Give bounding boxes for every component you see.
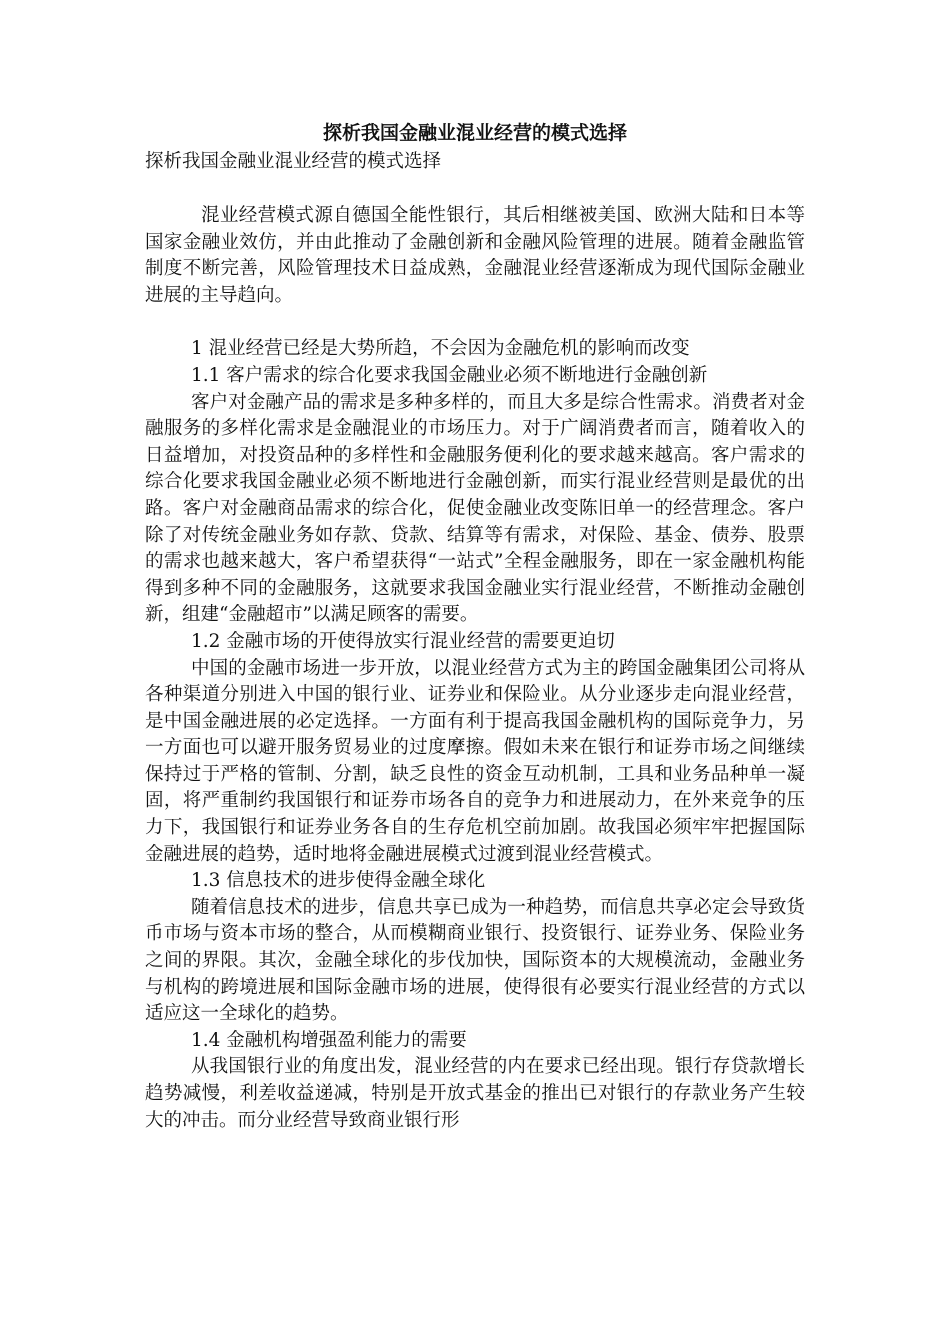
section-1-2-body: 中国的金融市场进一步开放，以混业经营方式为主的跨国金融集团公司将从各种渠道分别进入中国的银行业、证券业和保险业。从分业逐步走向混业经营，是中国金融进展的必定选择。一方面有利于提高我国金融机构的国际竞争力，另一方面也可以避开服务贸易业的过度摩擦。假如未来在银行和证券市场之间继续保持过于严格的管制、分割，缺乏良性的资金互动机制，工具和业务品种单一凝固，将严重制约我国银行和证券市场各自的竞争力和进展动力，在外来竞争的压力下，我国银行和证券业务各自的生存危机空前加剧。故我国必须牢牢把握国际金融进展的趋势，适时地将金融进展模式过渡到混业经营模式。 — [145, 657, 805, 865]
blank-line — [145, 309, 805, 336]
section-1-4-heading: 1.4 金融机构增强盈利能力的需要 — [191, 1029, 467, 1051]
section-1-1-body: 客户对金融产品的需求是多种多样的，而且大多是综合性需求。消费者对金融服务的多样化需求是金融混业的市场压力。对于广阔消费者而言，随着收入的日益增加，对投资品种的多样性和金融服务便利化的要求越来越高。客户需求的综合化要求我国金融业必须不断地进行金融创新，而实行混业经营则是最优的出路。客户对金融商品需求的综合化，促使金融业改变陈旧单一的经营理念。客户除了对传统金融业务如存款、贷款、结算等有需求，对保险、基金、债券、股票的需求也越来越大，客户希望获得“一站式”全程金融服务，即在一家金融机构能得到多种不同的金融服务，这就要求我国金融业实行混业经营，不断推动金融创新，组建“金融超市”以满足顾客的需要。 — [145, 391, 805, 626]
section-1-heading: 1 混业经营已经是大势所趋，不会因为金融危机的影响而改变 — [191, 338, 690, 360]
section-1-1-heading: 1.1 客户需求的综合化要求我国金融业必须不断地进行金融创新 — [191, 364, 708, 386]
document-title: 探析我国金融业混业经营的模式选择 — [322, 122, 627, 144]
section-1-3-heading: 1.3 信息技术的进步使得金融全球化 — [191, 870, 486, 892]
section-1-2-heading: 1.2 金融市场的开使得放实行混业经营的需要更迫切 — [191, 630, 615, 652]
document-subtitle: 探析我国金融业混业经营的模式选择 — [145, 151, 442, 172]
document-page — [145, 118, 805, 1134]
section-1-3-body: 随着信息技术的进步，信息共享已成为一种趋势，而信息共享必定会导致货币市场与资本市场的整合，从而模糊商业银行、投资银行、证券业务、保险业务之间的界限。其次，金融全球化的步伐加快，国际资本的大规模流动，金融业务与机构的跨境进展和国际金融市场的进展，使得很有必要实行混业经营的方式以适应这一全球化的趋势。 — [145, 896, 805, 1025]
section-1-4-body: 从我国银行业的角度出发，混业经营的内在要求已经出现。银行存贷款增长趋势减慢，利差收益递减，特别是开放式基金的推出已对银行的存款业务产生较大的冲击。而分业经营导致商业银行形 — [145, 1056, 805, 1131]
blank-line — [145, 176, 805, 203]
intro-paragraph: 混业经营模式源自德国全能性银行，其后相继被美国、欧洲大陆和日本等国家金融业效仿，并由此推动了金融创新和金融风险管理的进展。随着金融监管制度不断完善，风险管理技术日益成熟，金融混业经营逐渐成为现代国际金融业进展的主导趋向。 — [145, 205, 805, 306]
